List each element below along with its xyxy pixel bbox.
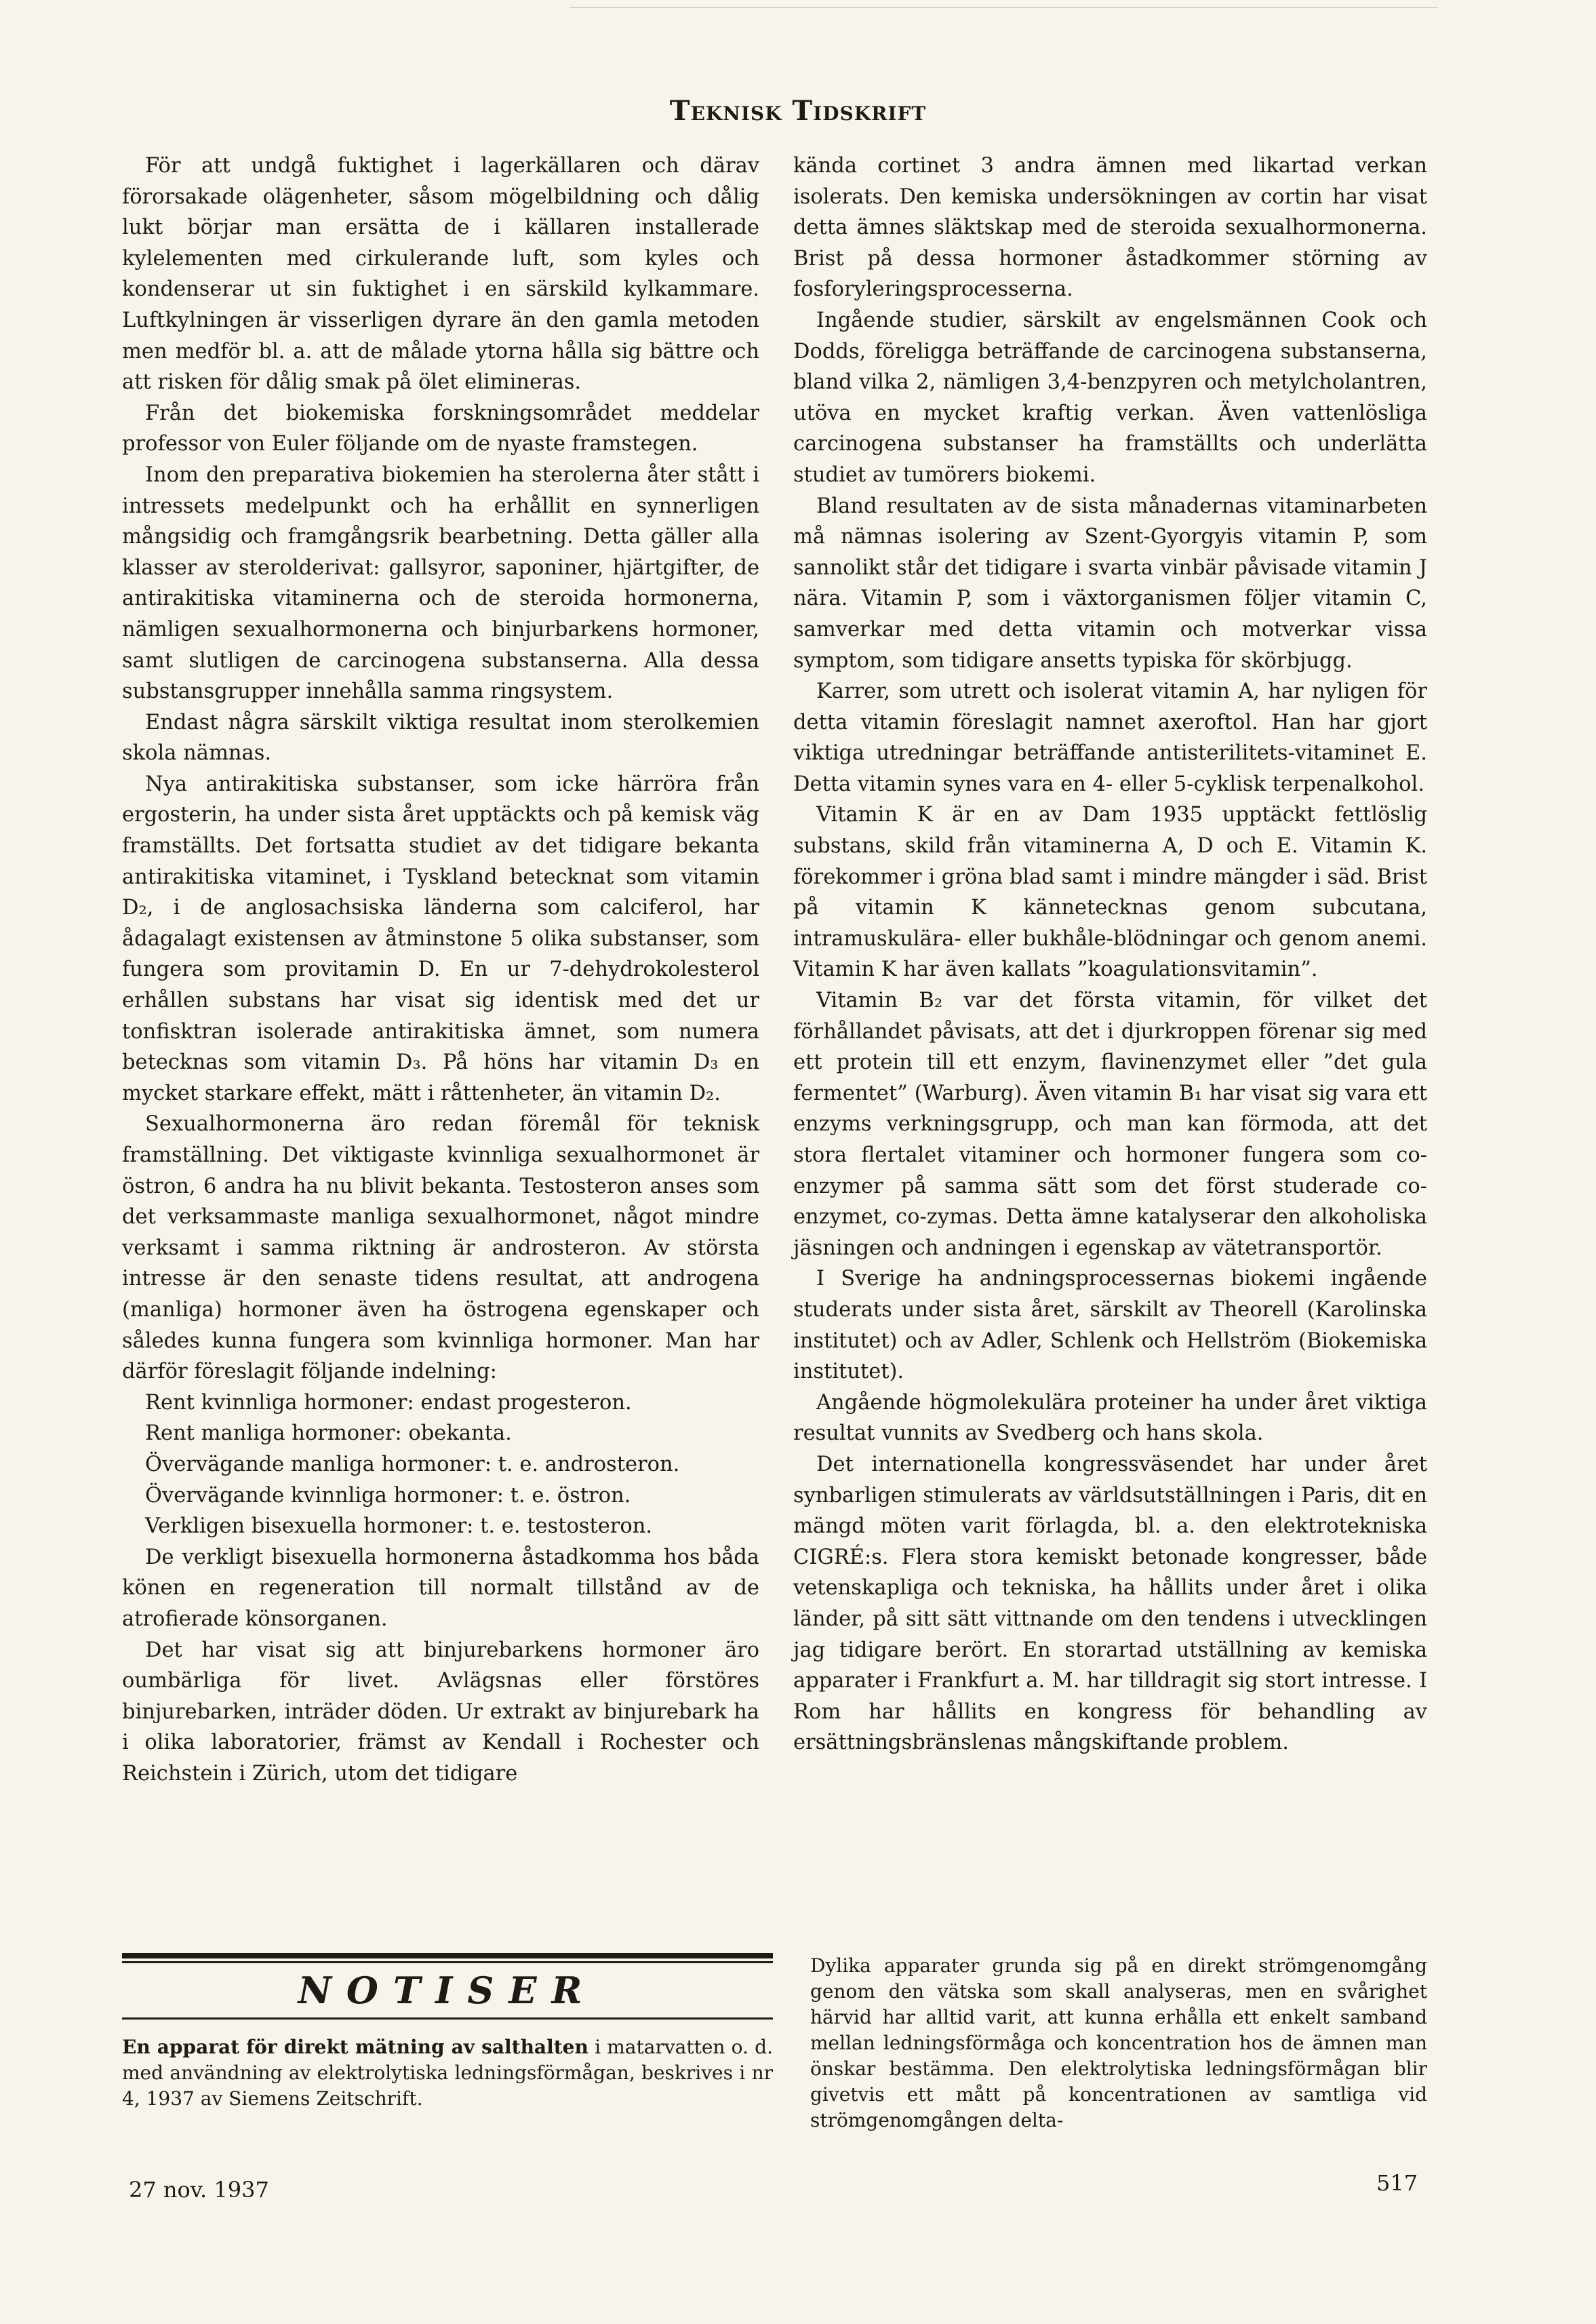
paragraph: De verkligt bisexuella hormonerna åstadkomma hos båda könen en regeneration till normalt tillstånd av de atrofierade könsorganen. — [122, 1545, 759, 1631]
list-item: Rent manliga hormoner: obekanta. — [145, 1421, 512, 1446]
paragraph: Ingående studier, särskilt av engelsmännen Cook och Dodds, föreligga beträffande de carcinogena substanserna, bland vilka 2, nämligen 3,4-benzpyren och metylcholantren, utöva en mycket kraftig verkan. Även vattenlösliga carcinogena substanser ha framställts och underlätta studiet av tumörers biokemi. — [793, 308, 1427, 487]
paragraph: Karrer, som utrett och isolerat vitamin A, har nyligen för detta vitamin föreslagit namnet axeroftol. Han har gjort viktiga utredningar beträffande antisterilitets-vitaminet E. Detta vitamin synes vara en 4- eller 5-cyklisk terpenalkohol. — [793, 680, 1427, 796]
paragraph: Sexualhormonerna äro redan föremål för teknisk framställning. Det viktigaste kvinnliga sexualhormonet är östron, 6 andra ha nu blivit bekanta. Testosteron anses som det verksammaste manliga sexualhormonet, något mindre verksamt i samma riktning är androsteron. Av största intresse är den senaste tidens resultat, att androgena (manliga) hormoner även ha östrogena egenskaper och således kunna fungera som kvinnliga hormoner. Man har därför föreslagit följande indelning: — [122, 1112, 759, 1384]
running-header: Teknisk Tidskrift — [669, 95, 927, 127]
paragraph: Endast några särskilt viktiga resultat inom sterolkemien skola nämnas. — [122, 710, 759, 766]
notiser-heading: NOTISER — [298, 1969, 597, 2012]
top-rule — [570, 7, 1437, 8]
page-number: 517 — [1376, 2170, 1418, 2196]
paragraph: För att undgå fuktighet i lagerkällaren och därav förorsakade olägenheter, såsom mögelbildning och dålig lukt börjar man ersätta de i källaren installerade kylelementen med cirkulerande luft, som kyles och kondenserar ut sin fuktighet i en särskild kylkammare. Luftkylningen är visserligen dyrare än den gamla metoden men medför bl. a. att de målade ytorna hålla sig bättre och att risken för dålig smak på ölet elimineras. — [122, 154, 759, 395]
notiser-lead-rest: i matarvatten o. d. med användning av elektrolytiska ledningsförmågan, beskrives i nr 4, 1937 av Siemens Zeitschrift. — [122, 2036, 774, 2110]
notiser-continuation: Dylika apparater grunda sig på en direkt strömgenomgång genom den vätska som skall analyseras, men en svårighet härvid har alltid varit, att kunna erhålla ett enkelt samband mellan ledningsförmåga och koncentration hos de ämnen man önskar bestämma. Den elektrolytiska ledningsförmågan blir givetvis ett mått på koncentrationen av samtliga vid strömgenomgången delta- — [810, 1954, 1427, 2131]
left-column — [122, 151, 759, 1789]
paragraph: Det internationella kongressväsendet har under året synbarligen stimulerats av världsutställningen i Paris, dit en mängd möten varit förlagda, bl. a. den elektrotekniska CIGRÉ:s. Flera stora kemiskt betonade kongresser, både vetenskapliga och tekniska, ha hållits under året i olika länder, på sitt sätt vittnande om den tendens i utvecklingen jag tidigare berört. En storartad utställning av kemiska apparater i Frankfurt a. M. har tilldragit sig stort intresse. I Rom har hållits en kongress för behandling av ersättningsbränslenas mångskiftande problem. — [793, 1452, 1427, 1755]
notiser-lead-bold: En apparat för direkt mätning av salthalten — [122, 2036, 588, 2058]
notiser-lead-paragraph — [122, 2034, 773, 2112]
paragraph: Angående högmolekulära proteiner ha under året viktiga resultat vunnits av Svedberg och hans skola. — [793, 1390, 1427, 1446]
paragraph: Vitamin B₂ var det första vitamin, för vilket det förhållandet påvisats, att det i djurkroppen förenar sig med ett protein till ett enzym, flavinenzymet eller ”det gula fermentet” (Warburg). Även vitamin B₁ har visat sig vara ett enzyms verkningsgrupp, och man kan förmoda, att det stora flertalet vitaminer och hormoner fungera som co-enzymer på samma sätt som det först studerade co-enzymet, co-zymas. Detta ämne katalyserar den alkoholiska jäsningen och andningen i egenskap av vätetransportör. — [793, 989, 1427, 1260]
notiser-section — [122, 1953, 773, 2112]
paragraph: Vitamin K är en av Dam 1935 upptäckt fettlöslig substans, skild från vitaminerna A, D och E. Vitamin K. förekommer i gröna blad samt i mindre mängder i säd. Brist på vitamin K kännetecknas genom subcutana, intramuskulära- eller bukhåle-blödningar och genom anemi. Vitamin K har även kallats ”koagulationsvitamin”. — [793, 803, 1427, 982]
paragraph: Från det biokemiska forskningsområdet meddelar professor von Euler följande om de nyaste framstegen. — [122, 401, 759, 456]
right-column — [793, 151, 1427, 1758]
list-item: Övervägande kvinnliga hormoner: t. e. östron. — [145, 1483, 631, 1508]
paragraph: Bland resultaten av de sista månadernas vitaminarbeten må nämnas isolering av Szent-Gyorgyis vitamin P, som sannolikt står det tidigare i svarta vinbär påvisade vitamin J nära. Vitamin P, som i växtorganismen följer vitamin C, samverkar med detta vitamin och motverkar vissa symptom, som tidigare ansetts typiska för skörbjugg. — [793, 494, 1427, 673]
list-item: Övervägande manliga hormoner: t. e. androsteron. — [145, 1452, 680, 1476]
paragraph: kända cortinet 3 andra ämnen med likartad verkan isolerats. Den kemiska undersökningen av cortin har visat detta ämnes släktskap med de steroida sexualhormonerna. Brist på dessa hormoner åstadkommer störning av fosforyleringsprocesserna. — [793, 154, 1427, 302]
rule-thick-top — [122, 1953, 773, 1958]
list-item: Verkligen bisexuella hormoner: t. e. testosteron. — [145, 1514, 653, 1539]
issue-date: 27 nov. 1937 — [129, 2177, 269, 2203]
paragraph: Inom den preparativa biokemien ha sterolerna åter stått i intressets medelpunkt och ha erhållit en synnerligen mångsidig och framgångsrik bearbetning. Detta gäller alla klasser av sterolderivat: gallsyror, saponiner, hjärtgifter, de antirakitiska vitaminerna och de steroida hormonerna, nämligen sexualhormonerna och binjurbarkens hormoner, samt slutligen de carcinogena substanserna. Alla dessa substansgrupper innehålla samma ringsystem. — [122, 462, 759, 704]
paragraph: Det har visat sig att binjurebarkens hormoner äro oumbärliga för livet. Avlägsnas eller förstöres binjurebarken, inträder döden. Ur extrakt av binjurebark ha i olika laboratorier, främst av Kendall i Rochester och Reichstein i Zürich, utom det tidigare — [122, 1638, 759, 1786]
paragraph: I Sverige ha andningsprocessernas biokemi ingående studerats under sista året, särskilt av Theorell (Karolinska institutet) och av Adler, Schlenk och Hellström (Biokemiska institutet). — [793, 1267, 1427, 1384]
list-item: Rent kvinnliga hormoner: endast progesteron. — [145, 1390, 632, 1415]
paragraph: Nya antirakitiska substanser, som icke härröra från ergosterin, ha under sista året upptäckts och på kemisk väg framställts. Det fortsatta studiet av det tidigare bekanta antirakitiska vitaminet, i Tyskland betecknat som vitamin D₂, i de anglosachsiska länderna som calciferol, har ådagalagt existensen av åtminstone 5 olika substanser, som fungera som provitamin D. En ur 7-dehydrokolesterol erhållen substans har visat sig identisk med det ur tonfisktran isolerade antirakitiska ämnet, som numera betecknas som vitamin D₃. På höns har vitamin D₃ en mycket starkare effekt, mätt i råttenheter, än vitamin D₂. — [122, 772, 759, 1105]
rule-thin-bottom — [122, 2017, 773, 2020]
